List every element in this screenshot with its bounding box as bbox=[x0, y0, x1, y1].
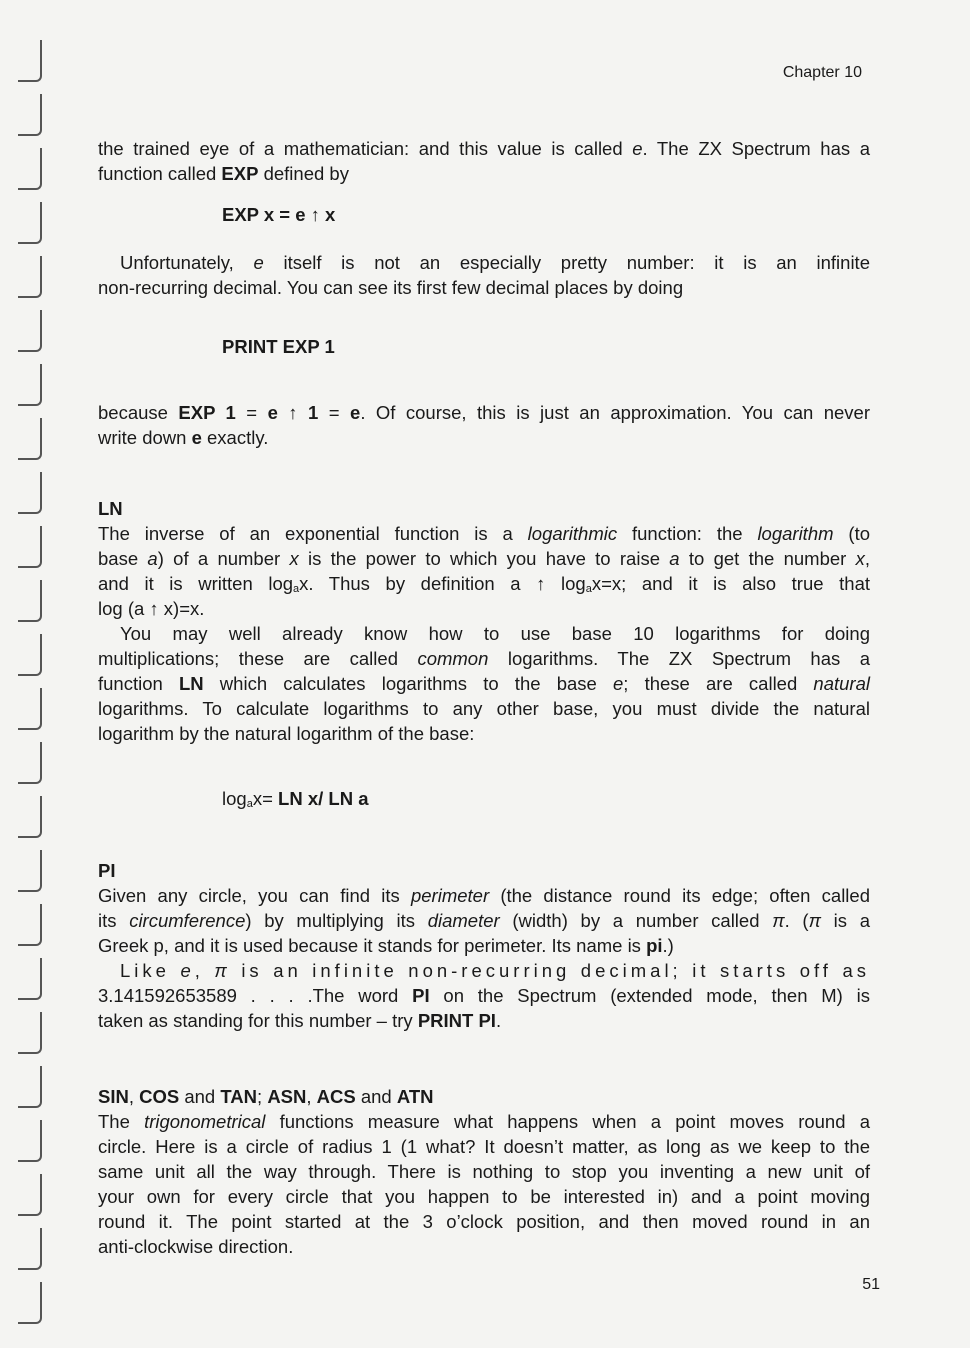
text-run: The bbox=[98, 1111, 145, 1132]
text-run: ; these are called bbox=[623, 673, 814, 694]
text-run: .) bbox=[662, 935, 674, 956]
text-run: x bbox=[289, 548, 299, 569]
page-number: 51 bbox=[862, 1276, 880, 1293]
chapter-header: Chapter 10 bbox=[782, 64, 862, 81]
text-run: ACS bbox=[316, 1086, 356, 1107]
text-run: trigonometrical bbox=[144, 1111, 266, 1132]
exp-formula: EXP x = e ↑ x bbox=[222, 204, 336, 225]
text-run: and it is written log bbox=[98, 573, 294, 594]
binding-hole bbox=[18, 1012, 42, 1054]
text-run: same unit all the way through. There is nothing to stop you inventing a new unit of bbox=[98, 1161, 870, 1182]
binding-hole bbox=[18, 202, 42, 244]
text-run: defined by bbox=[258, 163, 349, 184]
text-run: e bbox=[253, 252, 264, 273]
text-run: pi bbox=[646, 935, 663, 956]
text-run: ; bbox=[257, 1086, 268, 1107]
binding-hole bbox=[18, 1066, 42, 1108]
binding-hole bbox=[18, 580, 42, 622]
text-run: diameter bbox=[427, 910, 500, 931]
text-run: ) by multiplying its bbox=[245, 910, 428, 931]
binding-hole bbox=[18, 1282, 42, 1324]
binding-hole bbox=[18, 796, 42, 838]
text-run: = bbox=[235, 402, 268, 423]
text-run: π bbox=[772, 910, 785, 931]
text-run: is a bbox=[820, 910, 870, 931]
text-run: which calculates logarithms to the base bbox=[203, 673, 613, 694]
text-run: multiplications; these are called bbox=[98, 648, 418, 669]
binding-hole bbox=[18, 904, 42, 946]
text-run: log (a ↑ x)=x. bbox=[98, 598, 205, 619]
text-run: a bbox=[147, 548, 158, 569]
text-run: functions measure what happens when a point moves round a bbox=[265, 1111, 870, 1132]
text-run: its bbox=[98, 910, 130, 931]
intro-paragraph bbox=[98, 136, 870, 186]
text-run: circumference bbox=[129, 910, 246, 931]
text-run: a bbox=[293, 583, 300, 595]
text-run: COS bbox=[139, 1086, 180, 1107]
text-run: SIN bbox=[98, 1086, 129, 1107]
text-run: log bbox=[222, 788, 247, 809]
text-run: LN x/ LN a bbox=[278, 788, 369, 809]
binding-hole bbox=[18, 418, 42, 460]
text-run: non-recurring decimal. You can see its first few decimal places by doing bbox=[98, 277, 684, 298]
text-run: circle. Here is a circle of radius 1 (1 what? It doesn’t matter, as long as we keep to the bbox=[98, 1136, 870, 1157]
text-run: e bbox=[350, 402, 361, 423]
text-run: write down bbox=[98, 427, 192, 448]
text-run: (to bbox=[833, 523, 871, 544]
text-run: a bbox=[669, 548, 680, 569]
binding-hole bbox=[18, 1120, 42, 1162]
text-run: e bbox=[180, 960, 195, 981]
text-run: and bbox=[179, 1086, 221, 1107]
text-run: ) of a number bbox=[157, 548, 290, 569]
text-run: ASN bbox=[267, 1086, 307, 1107]
binding-hole bbox=[18, 1228, 42, 1270]
text-run: Greek p, and it is used because it stands for perimeter. Its name is bbox=[98, 935, 647, 956]
text-run: (the distance round its edge; often called bbox=[489, 885, 870, 906]
text-run: base bbox=[98, 548, 148, 569]
text-run: 3.141592653589 . . . .The word bbox=[98, 985, 413, 1006]
text-run: , bbox=[194, 960, 215, 981]
text-run: a bbox=[585, 583, 592, 595]
text-run: exactly. bbox=[201, 427, 269, 448]
text-run: x=x; and it is also true that bbox=[591, 573, 870, 594]
text-run: logarithm by the natural logarithm of the base: bbox=[98, 723, 475, 744]
text-run: (width) by a number called bbox=[499, 910, 773, 931]
binding-hole bbox=[18, 364, 42, 406]
text-run: . The ZX Spectrum has a bbox=[642, 138, 870, 159]
text-run: Unfortunately, bbox=[120, 252, 254, 273]
text-run: your own for every circle that you happen to be interested in) and a point moving bbox=[98, 1186, 870, 1207]
trig-heading bbox=[98, 1084, 870, 1109]
text-run: common bbox=[417, 648, 489, 669]
binding-hole bbox=[18, 850, 42, 892]
text-run: taken as standing for this number – try bbox=[98, 1010, 418, 1031]
binding-hole bbox=[18, 634, 42, 676]
text-run: PI bbox=[412, 985, 430, 1006]
text-run: x. Thus by definition a ↑ log bbox=[299, 573, 586, 594]
text-run: and bbox=[355, 1086, 397, 1107]
text-run: , bbox=[306, 1086, 317, 1107]
text-run: function bbox=[98, 673, 179, 694]
binding-hole bbox=[18, 310, 42, 352]
text-run: e bbox=[191, 427, 202, 448]
binding-hole bbox=[18, 94, 42, 136]
text-run: . bbox=[495, 1010, 502, 1031]
text-run: logarithms. To calculate logarithms to any other base, you must divide the natural bbox=[98, 698, 870, 719]
text-run: function called bbox=[98, 163, 222, 184]
binding-hole bbox=[18, 742, 42, 784]
text-run: You may well already know how to use base 10 logarithms for doing bbox=[120, 623, 870, 644]
text-run: PRINT PI bbox=[417, 1010, 496, 1031]
log-formula bbox=[222, 788, 369, 810]
binding-hole bbox=[18, 148, 42, 190]
binding-hole bbox=[18, 472, 42, 514]
because-paragraph bbox=[98, 400, 870, 450]
text-run: TAN bbox=[220, 1086, 258, 1107]
text-run: function: the bbox=[617, 523, 758, 544]
trig-section bbox=[98, 1084, 870, 1259]
text-run: . Of course, this is just an approximation. You can never bbox=[360, 402, 871, 423]
text-run: π bbox=[808, 910, 821, 931]
text-run: , bbox=[864, 548, 870, 569]
text-run: on the Spectrum (extended mode, then M) is bbox=[429, 985, 870, 1006]
binding-hole bbox=[18, 958, 42, 1000]
text-run: itself is not an especially pretty number: it is an infinite bbox=[263, 252, 870, 273]
binding-hole bbox=[18, 1174, 42, 1216]
text-run: e bbox=[632, 138, 643, 159]
pi-section bbox=[98, 858, 870, 1033]
binding-hole bbox=[18, 256, 42, 298]
text-run: is the power to which you have to raise bbox=[298, 548, 670, 569]
text-run: a bbox=[246, 798, 253, 810]
text-run: to get the number bbox=[679, 548, 856, 569]
binding-hole bbox=[18, 40, 42, 82]
text-run: EXP 1 bbox=[178, 402, 236, 423]
text-run: , bbox=[128, 1086, 140, 1107]
text-run: Given any circle, you can find its bbox=[98, 885, 411, 906]
text-run: x= bbox=[252, 788, 279, 809]
ln-section bbox=[98, 496, 870, 746]
text-run: anti-clockwise direction. bbox=[98, 1236, 294, 1257]
text-run: π bbox=[214, 960, 231, 981]
text-run: natural bbox=[813, 673, 870, 694]
text-run: x bbox=[855, 548, 865, 569]
text-run: logarithmic bbox=[527, 523, 618, 544]
text-run: logarithms. The ZX Spectrum has a bbox=[488, 648, 870, 669]
text-run: = bbox=[318, 402, 351, 423]
text-run: ATN bbox=[396, 1086, 434, 1107]
text-run: is an infinite non-recurring decimal; it starts off as bbox=[230, 960, 870, 981]
text-run: the trained eye of a mathematician: and this value is called bbox=[98, 138, 633, 159]
ln-heading: LN bbox=[98, 498, 123, 519]
print-exp-formula: PRINT EXP 1 bbox=[222, 336, 335, 357]
text-run: round it. The point started at the 3 o’clock position, and then moved round in an bbox=[98, 1211, 870, 1232]
binding-hole bbox=[18, 526, 42, 568]
text-run: LN bbox=[178, 673, 204, 694]
text-run: . ( bbox=[784, 910, 809, 931]
spiral-binding bbox=[0, 0, 50, 1348]
text-run: e bbox=[612, 673, 624, 694]
text-run: perimeter bbox=[410, 885, 490, 906]
pi-heading: PI bbox=[98, 860, 116, 881]
text-run: The inverse of an exponential function is a bbox=[98, 523, 528, 544]
unfortunately-paragraph bbox=[98, 250, 870, 300]
text-run: e ↑ 1 bbox=[267, 402, 319, 423]
binding-hole bbox=[18, 688, 42, 730]
text-run: Like bbox=[120, 960, 181, 981]
text-run: because bbox=[98, 402, 179, 423]
text-run: logarithm bbox=[757, 523, 834, 544]
text-run: EXP bbox=[221, 163, 259, 184]
